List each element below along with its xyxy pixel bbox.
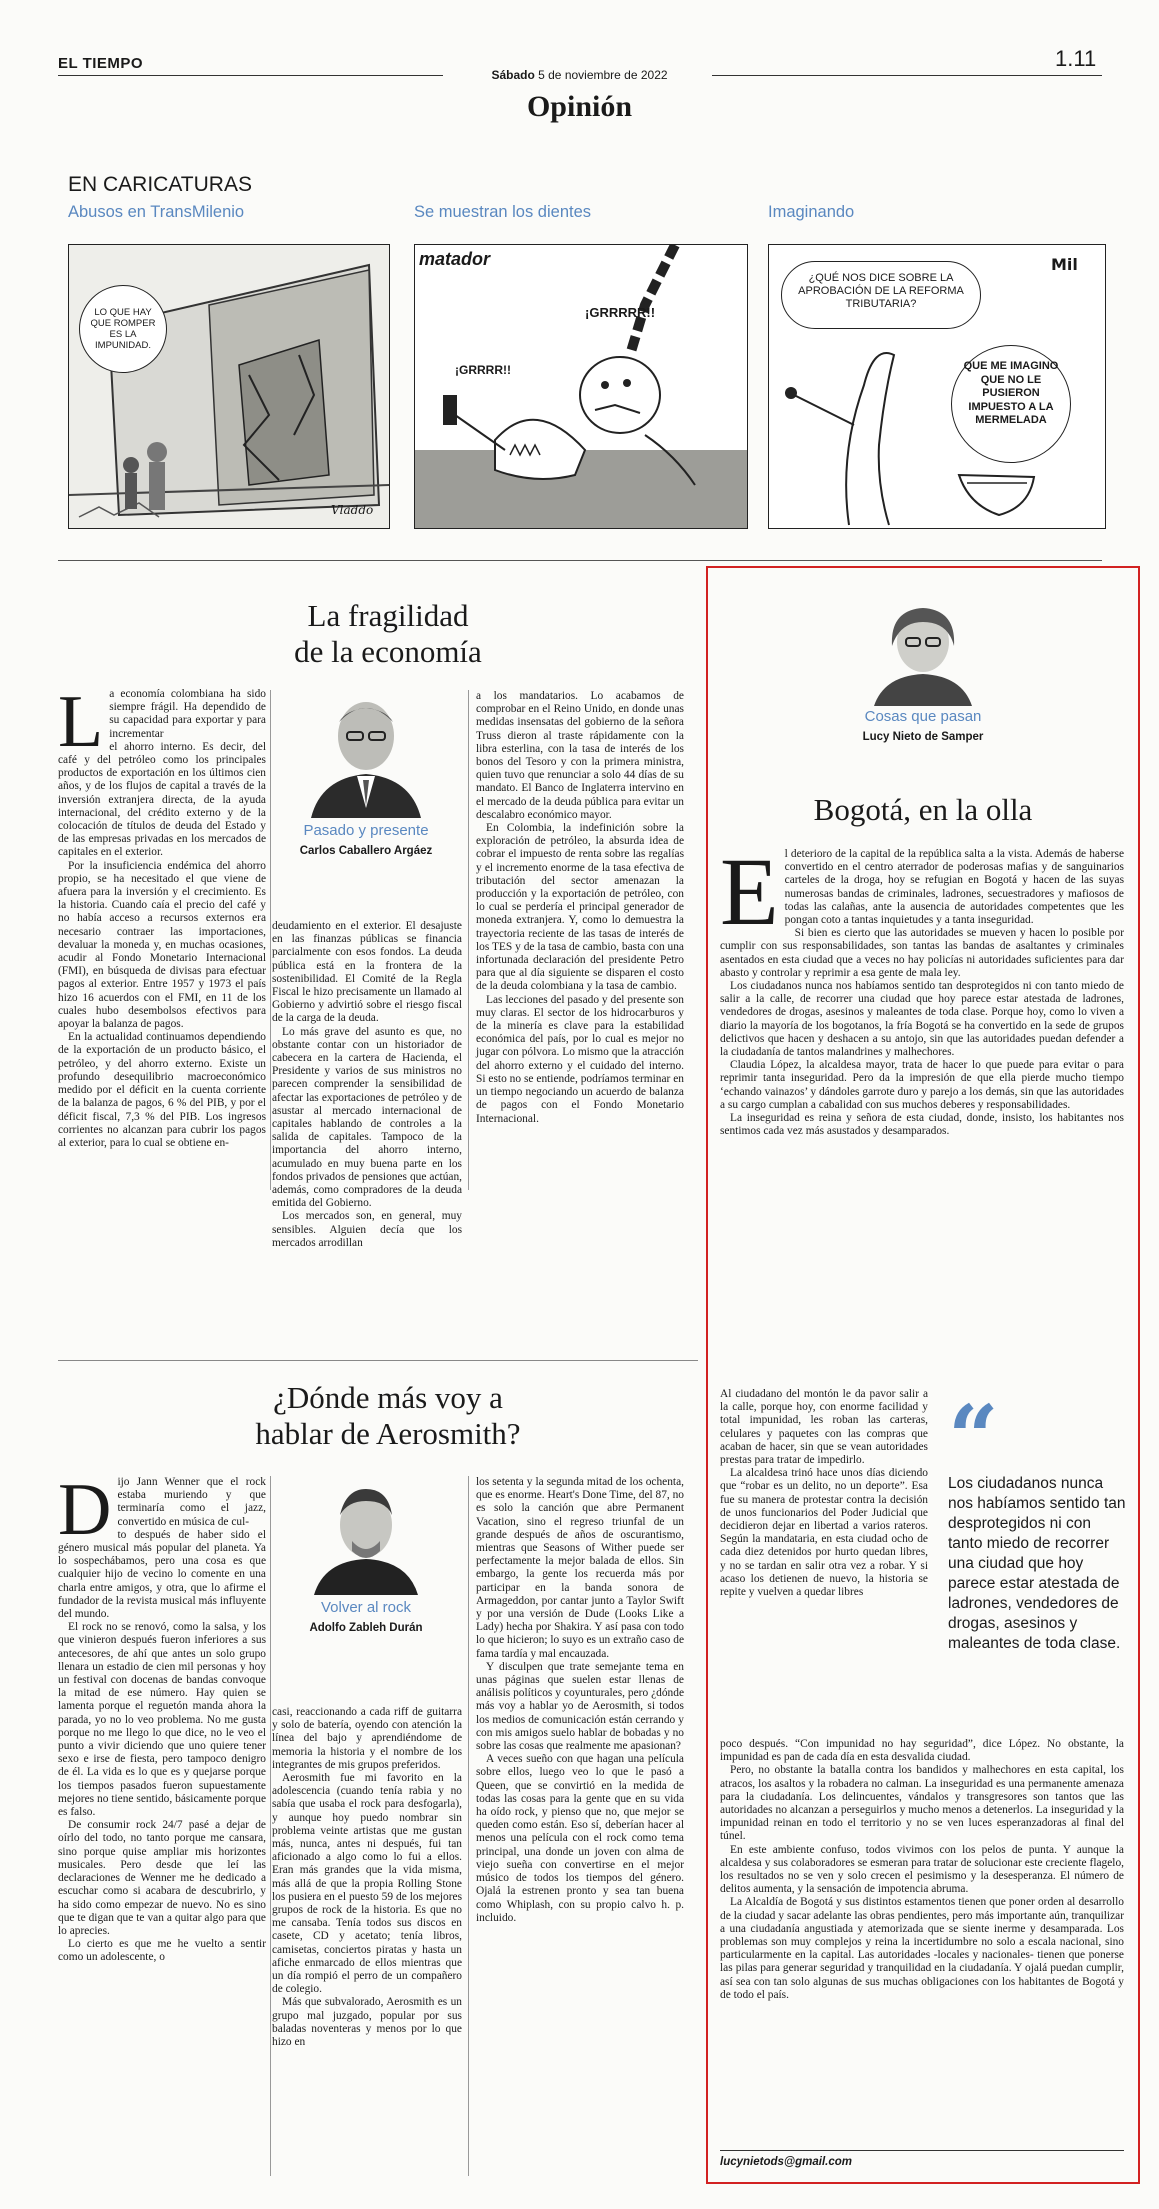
article-3-para: Los ciudadanos nunca nos habíamos sentido tan desprotegidos ni con tanto miedo de salir a la calle, de recorrer una ciudad que hoy parece estar atestada de ladrones, vendedores de drogas, asesinos y maleantes de toda clase. Porque hoy, como lo viven a diario la mayoría de los bogotanos, la fría Bogotá se ha convertido en la sede de grupos delictivos que hacen y deshacen a su antojo, sin que las autoridades puedan defender a la ciudadanía de tantos malandrines y malhechores. bbox=[720, 980, 1124, 1059]
article-1-byline bbox=[284, 688, 448, 857]
article-1-dropcap: L bbox=[58, 681, 104, 763]
cartoon-2-bubble-1: ¡GRRRRR!! bbox=[585, 305, 656, 320]
article-3-narrow bbox=[720, 1388, 928, 1599]
author-photo-caballero bbox=[301, 688, 431, 818]
article-1-para: Las lecciones del pasado y del presente son muy claras. El sector de los hidrocarburos y de la minería es clave para la estabilidad económica del país, por lo cual es mejor no jugar con pólvora. Lo mismo que la atracción del ahorro externo y el cuidado del interno. Si esto no se entiende, podríamos terminar en un tiempo negociando un acuerdo de balanza de pagos con el Fondo Monetario Internacional. bbox=[476, 993, 684, 1125]
article-2-para: El rock no se renovó, como la salsa, y los que vinieron después fueron inferiores a sus antecesores, de ahí que antes un solo grupo llenara un estadio de cien mil personas y hoy un festival con docenas de bandas convoque la mitad de ese número. Hay quien se lamenta porque el reguetón manda ahora la parada, yo no lo veo problema. No me gusta porque no me llego lo que dice, no le veo el punto a vivir diciendo que uno quiere tener sexo e irse de fiesta, pero tampoco denigro de él. La vida es lo que es y quejarse porque los tiempos pasados fueron supuestamente mejores no tiene sentido, básicamente porque es falso. bbox=[58, 1621, 266, 1819]
pull-quote-text: Los ciudadanos nunca nos habíamos sentido tan desprotegidos ni con tanto miedo de recorrer una ciudad que hoy parece estar atestada de ladrones, vendedores de drogas, asesinos y maleantes de toda clase. bbox=[948, 1475, 1126, 1652]
email-rule bbox=[720, 2150, 1124, 2151]
article-2-para: De consumir rock 24/7 pasé a dejar de oírlo del todo, no tanto porque me cansara, sino porque quise ampliar mis horizontes musicales. Pero desde que leí las declaraciones de Wenner me he dedicado a escuchar como si acabara de descubrirlo, y ha sido como empezar de nuevo. No es sino que te digan que te van a quitar algo para que lo aprecies. bbox=[58, 1819, 266, 1937]
cartoon-3 bbox=[768, 244, 1106, 529]
article-1-author: Carlos Caballero Argáez bbox=[299, 845, 433, 857]
cartoon-3-bubble-2: QUE ME IMAGINO QUE NO LE PUSIERON IMPUESTO A LA MERMELADA bbox=[951, 345, 1071, 463]
article-1-para: En la actualidad continuamos dependiendo de la exportación de un producto básico, el petróleo, y del ahorro externo. Existe un profundo desequilibrio macroeconómico medido por el déficit en la cuenta corriente de la balanza de pagos, 6 % del PIB, y por el déficit fiscal, 7,3 % del PIB. Los ingresos corrientes no alcanzan para cubrir los pagos al exterior, para lo cual se obtiene en- bbox=[58, 1031, 266, 1149]
article-2-col-left bbox=[58, 1469, 266, 1965]
article-1-para: En Colombia, la indefinición sobre la exploración de petróleo, la absurda idea de cobrar el impuesto de renta sobre las regalías y el incremento enorme de la tasa efectiva de tributación del sector amenazan la producción y la exportación de petróleo, con lo cual se perdería el principal generador de moneda extranjera. Y, como lo demuestra la trayectoria reciente de las tasas de interés de los TES y de la tasa de cambio, basta con una infortunada declaración del presidente Petro para que al día siguiente se disparen el costo de la deuda colombiana y la tasa de cambio. bbox=[476, 822, 684, 993]
article-1-headline bbox=[58, 598, 718, 670]
article-2-intro-text: ijo Jann Wenner que el rock estaba muriendo y que terminaría como el jazz, convertido en música de cul- bbox=[117, 1476, 266, 1528]
article-3-dropcap: E bbox=[720, 838, 779, 945]
article-3-body-2 bbox=[720, 1738, 1124, 2002]
article-3-para: La alcaldesa trinó hace unos días diciendo que “robar es un delito, no un deporte”. Esa fue su manera de protestar contra la decisión de unos funcionarios del Poder Judicial que decidieron dejar en libertad a varios rateros. Según la mandataria, en esta ciudad ocho de cada diez detenidos por hurto quedan libres, y no se tardan en salir otra vez a robar. Y si acaso los detienen de nuevo, la historia se repite y vuelven a quedar libres bbox=[720, 1467, 928, 1599]
issue-date-rest: 5 de noviembre de 2022 bbox=[538, 68, 668, 82]
cartoon-3-subtitle: Imaginando bbox=[768, 203, 855, 221]
issue-day: Sábado bbox=[491, 68, 535, 82]
article-2-column-tag: Volver al rock bbox=[320, 1599, 412, 1616]
author-photo-nieto bbox=[868, 596, 978, 706]
article-1-headline-line1: La fragilidad bbox=[307, 598, 469, 633]
author-email[interactable]: lucynietods@gmail.com bbox=[720, 2156, 852, 2168]
article-3-column-tag: Cosas que pasan bbox=[864, 708, 982, 725]
article-1-para: Lo más grave del asunto es que, no obstante contar con un historiador de cabecera en la cartera de Hacienda, el Presidente y varios de sus ministros no parecen comprender la sensibilidad de afectar las exportaciones de petróleo y de asustar al mercado internacional de capitales hablando de controles a la salida de capitales. Tampoco de la importancia del ahorro interno, acumulado en muy buena parte en los fondos privados de pensiones que actúan, además, como compradores de la deuda emitida del Gobierno. bbox=[272, 1025, 462, 1210]
article-1-intro-text: a economía colombiana ha sido siempre frágil. Ha dependido de su capacidad para exportar y para incrementar bbox=[109, 688, 266, 740]
article-3-para: Al ciudadano del montón le da pavor salir a la calle, porque hoy, con enorme facilidad y total impunidad, les roban las carteras, celulares y paquetes con las compras que acaban de hacer, sin que se vean autoridades prestas para tratar de impedirlo. bbox=[720, 1388, 928, 1467]
article-1-para: el ahorro interno. Es decir, del café y del petróleo como los principales productos de exportación en los últimos cien años, y de los flujos de capital a través de la inversión extranjera directa, de la ayuda internacional, del crédito externo y de la colocación de títulos de deuda del Estado y de las empresas privadas en los mercados de capitales en el exterior. bbox=[58, 740, 266, 859]
article-2-para: Y disculpen que trate semejante tema en unas páginas que suelen estar llenas de análisis políticos y coyunturales, pero ¿dónde más voy a hablar yo de Aerosmith, si todos los medios de comunicación están cerrando y con mis amigos suelo hablar de bobadas y no sobre las cosas que realmente me apasionan? bbox=[476, 1660, 684, 1753]
article-2-headline-line2: hablar de Aerosmith? bbox=[255, 1416, 521, 1451]
section-divider bbox=[58, 560, 1102, 561]
column-divider bbox=[468, 690, 469, 1190]
cartoon-2-label: matador bbox=[419, 249, 491, 269]
article-2-byline bbox=[284, 1475, 448, 1634]
article-3-para: Pero, no obstante la batalla contra los bandidos y malhechores en esta capital, los atracos, los asaltos y la robadera no calman. La inseguridad es una permanente amenaza para la ciudadanía. Los delincuentes, vándalos y transgresores son tantos que las autoridades no alcanzan a perseguirlos y mucho menos a detenerlos. La inseguridad y la impunidad reinan en todo el territorio y no se ven luces esperanzadoras al final del túnel. bbox=[720, 1764, 1124, 1843]
article-2-para: Más que subvalorado, Aerosmith es un grupo mal juzgado, popular por sus baladas noventeras y menos por lo que hizo en bbox=[272, 1996, 462, 2049]
article-3-para: Si bien es cierto que las autoridades se mueven y hacen lo posible por cumplir con sus responsabilidades, son tantas las bandas de asaltantes y criminales asentados en esta ciudad que a veces no hay policías ni autoridades suficientes para dar abasto y controlar y reprimir a esa gente de mala ley. bbox=[720, 927, 1124, 979]
caricaturas-title: EN CARICATURAS bbox=[68, 173, 252, 196]
article-3-body bbox=[720, 838, 1124, 1138]
article-1-para: Por la insuficiencia endémica del ahorro propio, se ha necesitado el que viene de afuera para la inversión y el crecimiento. Es la historia. Cuando caía el precio del café y no había acceso a recursos externos era necesario contraer las importaciones, devaluar la moneda y, en muchas ocasiones, acudir al Fondo Monetario Internacional (FMI), en búsqueda de divisas para efectuar pagos al exterior. Entre 1957 y 1973 el país hizo 16 acuerdos con el FMI, en 11 de los cuales hubo desembolsos efectivos para apoyar la balanza de pagos. bbox=[58, 859, 266, 1031]
article-1-para: Los mercados son, en general, muy sensibles. Alguien decía que los mercados arrodillan bbox=[272, 1210, 462, 1249]
cartoon-2 bbox=[414, 244, 748, 529]
dogs-illustration bbox=[415, 245, 747, 528]
article-3-headline: Bogotá, en la olla bbox=[813, 792, 1033, 827]
article-1-col-mid bbox=[272, 920, 462, 1250]
article-divider bbox=[58, 1360, 698, 1361]
cartoon-1-signature: Vladdo bbox=[331, 503, 374, 517]
page-number: 1.11 bbox=[1055, 46, 1097, 71]
article-2-para: Aerosmith fue mi favorito en la adolescencia (cuando tenía rabia y no sabía que usaba el rock para desfogarla), y aunque hoy puedo nombrar sin problema veinte artistas que me gustan más, nunca, antes ni después, fui tan aficionado a algo como lo fui a ellos. Eran más grandes que la vida misma, más allá de que la propia Rolling Stone los pusiera en el puesto 59 de los mejores grupos de rock de la historia. Es que no me cansaba. Tenía todos sus discos en casete, CD y acetato; tenía libros, camisetas, conciertos piratas y hasta un afiche enmarcado de ellos mientras que un día rompió el perro de un compañero de colegio. bbox=[272, 1772, 462, 1996]
column-divider bbox=[270, 1476, 271, 2176]
article-1-para: a los mandatarios. Lo acabamos de comprobar en el Reino Unido, en donde unas medidas insensatas del gobierno de la señora Truss dieron al traste rápidamente con la libra esterlina, con la tasa de interés de los bonos del Tesoro y con la primera ministra, quien tuvo que renunciar a solo 44 días de su mandato. El Banco de Inglaterra intervino en el mercado de la deuda pública para evitar un descalabro económico mayor. bbox=[476, 690, 684, 821]
quote-mark-icon: “ bbox=[948, 1385, 999, 1489]
author-photo-zableh bbox=[306, 1475, 426, 1595]
cartoon-2-subtitle: Se muestran los dientes bbox=[414, 203, 592, 221]
article-3-para: poco después. “Con impunidad no hay seguridad”, dice López. No obstante, la impunidad es pan de cada día en esta desvalida ciudad. bbox=[720, 1738, 1124, 1764]
article-3-para: En este ambiente confuso, todos vivimos con los pelos de punta. Y aunque la alcaldesa y sus colaboradores se esmeran para tratar de solucionar este creciente flagelo, los resultados no se ven y solo crecen el pesimismo y la desesperanza. El número de delitos aumenta, y la sensación de impotencia abruma. bbox=[720, 1843, 1124, 1896]
article-2-headline bbox=[58, 1380, 718, 1452]
article-1-col-right bbox=[476, 690, 684, 1126]
masthead-rule-left bbox=[58, 75, 443, 76]
cartoon-3-signature: Mil bbox=[1051, 255, 1078, 274]
article-2-para: Lo cierto es que me he vuelto a sentir como un adolescente, o bbox=[58, 1938, 266, 1964]
article-1-headline-line2: de la economía bbox=[294, 634, 482, 669]
article-2-headline-line1: ¿Dónde más voy a bbox=[273, 1380, 503, 1415]
article-3-intro-text: l deterioro de la capital de la república salta a la vista. Además de haberse convertido en el centro aterrador de poderosas mafias y de sanguinarios carteles de la droga, hoy se refugian en Bogotá y hacen de las suyas numerosas bandas de criminales, ladrones, secuestradores y mafiosos de todas las calañas, ante la ausencia de autoridades competentes que les pongan coto a tantas inquietudes y a tanta inseguridad. bbox=[784, 848, 1124, 927]
cartoon-3-bubble-1: ¿QUÉ NOS DICE SOBRE LA APROBACIÓN DE LA REFORMA TRIBUTARIA? bbox=[781, 261, 981, 329]
brand-logo: EL TIEMPO bbox=[58, 55, 144, 72]
article-1-para: deudamiento en el exterior. El desajuste en las finanzas públicas se financia parcialmente con esos fondos. La deuda pública está en la frontera de la sostenibilidad. El Comité de la Regla Fiscal le hizo precisamente un llamado al Gobierno y advirtió sobre el riesgo fiscal de la carga de la deuda. bbox=[272, 920, 462, 1025]
article-2-para: A veces sueño con que hagan una película sobre ellos, luego veo lo que le pasó a Queen, que se convirtió en la medida de todas las cosas para la gente que en su vida ha oído rock, y pienso que no, que mejor se queden como están. Eso sí, deberían hacer al menos una película con el rock como tema principal, una donde un joven con alma de viejo sueña con convertirse en el mejor músico de todos los tiempos del género. Ojalá la estrenen pronto y sea tan buena como Whiplash, con su propio calvo h. p. incluido. bbox=[476, 1753, 684, 1924]
article-2-col-mid bbox=[272, 1706, 462, 2049]
article-2-col-right bbox=[476, 1476, 684, 1925]
section-title: Opinión bbox=[526, 90, 633, 123]
cartoon-1-bubble: LO QUE HAY QUE ROMPER ES LA IMPUNIDAD. bbox=[79, 285, 167, 373]
article-3-author: Lucy Nieto de Samper bbox=[862, 731, 984, 743]
masthead-rule-right bbox=[712, 75, 1102, 76]
cartoon-2-bubble-2: ¡GRRRR!! bbox=[455, 363, 511, 377]
column-divider bbox=[468, 1476, 469, 2176]
cartoon-1 bbox=[68, 244, 390, 529]
article-2-para: to después de haber sido el género musical más popular del planeta. Ya lo sospechábamos, pero una cosa es que cualquier hijo de vecino lo comente en una charla entre amigos, y otra, que lo afirme el fundador de la revista musical más influyente del mundo. bbox=[58, 1528, 266, 1621]
article-2-author: Adolfo Zableh Durán bbox=[309, 1622, 423, 1634]
article-1-column-tag: Pasado y presente bbox=[303, 822, 429, 839]
article-1-intro bbox=[58, 681, 266, 763]
article-2-para: casi, reaccionando a cada riff de guitarra y solo de batería, oyendo con atención la línea del bajo y aprendiéndome de memoria la historia y el nombre de los integrantes de mis grupos preferidos. bbox=[272, 1706, 462, 1771]
article-3-byline bbox=[706, 596, 1140, 743]
pull-quote bbox=[948, 1385, 1126, 1654]
column-divider bbox=[270, 690, 271, 1190]
cartoon-1-subtitle: Abusos en TransMilenio bbox=[68, 203, 245, 221]
article-3-para: La Alcaldía de Bogotá y sus distintos estamentos tienen que poner orden al desarrollo de la ciudad y sacar adelante las obras pendientes, pero más importante aún, tranquilizar a una ciudadanía angustiada y atemorizada que se siente inerme y desamparada. Los problemas son muy complejos y reina la incertidumbre no solo a escala nacional, sino particularmente en la capital. Las autoridades -locales y nacionales- tienen que ponerse las pilas para generar seguridad y tranquilidad en la ciudadanía. Y ojalá puedan cumplir, así sea con tan solo algunas de sus muchas obligaciones con los habitantes de Bogotá y de todo el país. bbox=[720, 1896, 1124, 2001]
article-3-para: Claudia López, la alcaldesa mayor, trata de hacer lo que puede para evitar o para reprimir tanta inseguridad. Pero da la impresión de que ella pierde mucho tiempo ‘echando vainazos’ y dándoles garrote duro y parejo a los demás, sin que las autoridades a su cargo cumplan a cabalidad con sus muchos deberes y responsabilidades. bbox=[720, 1059, 1124, 1111]
article-3-para: La inseguridad es reina y señora de esta ciudad, donde, insisto, los habitantes nos sentimos cada vez más asustados y desamparados. bbox=[720, 1112, 1124, 1138]
article-2-dropcap: D bbox=[58, 1469, 112, 1551]
article-2-intro bbox=[58, 1469, 266, 1551]
article-2-para: los setenta y la segunda mitad de los ochenta, que es enorme. Heart's Done Time, del 87, no es solo la canción que abre Permanent Vacation, sino el regreso triunfal de un grande después de años de oscurantismo, mientras que Seasons of Wither puede ser perfectamente la mejor balada de ellos. Sin embargo, la gente los recuerda más por participar en la banda sonora de Armageddon, por cantar junto a Taylor Swift y por una versión de Dude (Looks Like a Lady) hecha por Shakira. Y así pasa con todo lo que hicieron; lo suyo es un extraño caso de fama tardía y mal encauzada. bbox=[476, 1476, 684, 1660]
article-3-intro bbox=[720, 838, 1124, 945]
article-1-col-left bbox=[58, 681, 266, 1150]
